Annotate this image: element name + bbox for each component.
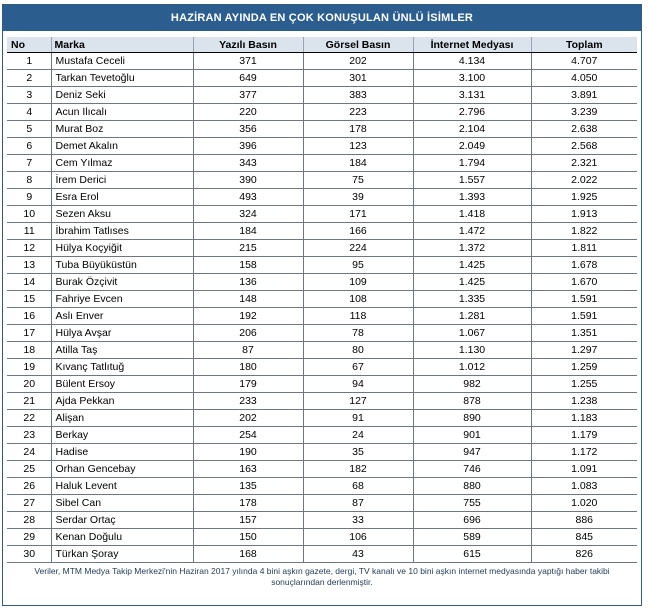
cell-gorsel-basin: 67	[303, 359, 413, 376]
cell-gorsel-basin: 80	[303, 342, 413, 359]
cell-toplam: 1.670	[531, 274, 637, 291]
cell-toplam: 1.083	[531, 478, 637, 495]
cell-toplam: 1.255	[531, 376, 637, 393]
cell-name: Alişan	[51, 410, 193, 427]
cell-internet-medyasi: 1.012	[413, 359, 531, 376]
table-row	[7, 427, 637, 444]
cell-gorsel-basin: 223	[303, 104, 413, 121]
cell-no: 26	[7, 478, 51, 495]
cell-no: 13	[7, 257, 51, 274]
header-gorsel-basin: Görsel Basın	[303, 37, 413, 53]
cell-no: 23	[7, 427, 51, 444]
cell-yazili-basin: 202	[193, 410, 303, 427]
header-yazili-basin: Yazılı Basın	[193, 37, 303, 53]
cell-gorsel-basin: 68	[303, 478, 413, 495]
table-row	[7, 529, 637, 546]
table-row	[7, 478, 637, 495]
table-row	[7, 172, 637, 189]
cell-internet-medyasi: 589	[413, 529, 531, 546]
table-row	[7, 461, 637, 478]
table-row	[7, 512, 637, 529]
cell-gorsel-basin: 182	[303, 461, 413, 478]
cell-name: Demet Akalın	[51, 138, 193, 155]
cell-toplam: 1.297	[531, 342, 637, 359]
table-frame	[2, 4, 642, 606]
table-row	[7, 257, 637, 274]
cell-name: Murat Boz	[51, 121, 193, 138]
cell-internet-medyasi: 3.100	[413, 70, 531, 87]
header-row	[7, 37, 637, 53]
cell-name: Cem Yılmaz	[51, 155, 193, 172]
cell-no: 30	[7, 546, 51, 563]
cell-gorsel-basin: 75	[303, 172, 413, 189]
cell-yazili-basin: 136	[193, 274, 303, 291]
cell-no: 18	[7, 342, 51, 359]
cell-internet-medyasi: 615	[413, 546, 531, 563]
table-row	[7, 274, 637, 291]
cell-yazili-basin: 215	[193, 240, 303, 257]
table-row	[7, 308, 637, 325]
cell-name: Sezen Aksu	[51, 206, 193, 223]
cell-no: 25	[7, 461, 51, 478]
table-row	[7, 223, 637, 240]
cell-no: 1	[7, 53, 51, 70]
cell-internet-medyasi: 1.130	[413, 342, 531, 359]
cell-no: 3	[7, 87, 51, 104]
cell-no: 10	[7, 206, 51, 223]
cell-name: Deniz Seki	[51, 87, 193, 104]
table-row	[7, 410, 637, 427]
cell-yazili-basin: 192	[193, 308, 303, 325]
cell-internet-medyasi: 2.796	[413, 104, 531, 121]
cell-name: Hadise	[51, 444, 193, 461]
header-internet-medyasi: İnternet Medyası	[413, 37, 531, 53]
cell-internet-medyasi: 1.372	[413, 240, 531, 257]
cell-gorsel-basin: 43	[303, 546, 413, 563]
cell-gorsel-basin: 109	[303, 274, 413, 291]
cell-name: Hülya Koçyiğit	[51, 240, 193, 257]
cell-yazili-basin: 190	[193, 444, 303, 461]
table-row	[7, 393, 637, 410]
cell-toplam: 1.591	[531, 291, 637, 308]
cell-internet-medyasi: 1.067	[413, 325, 531, 342]
cell-gorsel-basin: 95	[303, 257, 413, 274]
cell-internet-medyasi: 1.335	[413, 291, 531, 308]
cell-name: Türkan Şoray	[51, 546, 193, 563]
cell-yazili-basin: 649	[193, 70, 303, 87]
cell-toplam: 845	[531, 529, 637, 546]
cell-name: Bülent Ersoy	[51, 376, 193, 393]
table-row	[7, 206, 637, 223]
table-row	[7, 240, 637, 257]
header-marka: Marka	[51, 37, 193, 53]
cell-yazili-basin: 179	[193, 376, 303, 393]
cell-gorsel-basin: 178	[303, 121, 413, 138]
cell-yazili-basin: 233	[193, 393, 303, 410]
cell-no: 22	[7, 410, 51, 427]
cell-yazili-basin: 157	[193, 512, 303, 529]
cell-toplam: 1.238	[531, 393, 637, 410]
cell-toplam: 1.811	[531, 240, 637, 257]
cell-name: Sibel Can	[51, 495, 193, 512]
cell-gorsel-basin: 171	[303, 206, 413, 223]
table-row	[7, 291, 637, 308]
cell-gorsel-basin: 166	[303, 223, 413, 240]
cell-name: Burak Özçivit	[51, 274, 193, 291]
cell-internet-medyasi: 1.425	[413, 257, 531, 274]
cell-toplam: 1.172	[531, 444, 637, 461]
cell-gorsel-basin: 91	[303, 410, 413, 427]
table-row	[7, 155, 637, 172]
cell-yazili-basin: 184	[193, 223, 303, 240]
footnote: Veriler, MTM Medya Takip Merkezi'nin Haziran 2017 yılında 4 bini aşkın gazete, dergi, TV kanalı ve 10 bini aşkın internet medyasında yaptığı haber takibi sonuçlarından derlenmiştir.	[34, 566, 610, 587]
cell-name: İbrahim Tatlıses	[51, 223, 193, 240]
cell-no: 29	[7, 529, 51, 546]
cell-yazili-basin: 87	[193, 342, 303, 359]
table-row	[7, 444, 637, 461]
table-row	[7, 495, 637, 512]
cell-no: 14	[7, 274, 51, 291]
cell-gorsel-basin: 108	[303, 291, 413, 308]
cell-internet-medyasi: 4.134	[413, 53, 531, 70]
cell-yazili-basin: 158	[193, 257, 303, 274]
cell-gorsel-basin: 127	[303, 393, 413, 410]
table-row	[7, 325, 637, 342]
cell-yazili-basin: 148	[193, 291, 303, 308]
cell-no: 16	[7, 308, 51, 325]
cell-gorsel-basin: 78	[303, 325, 413, 342]
cell-no: 24	[7, 444, 51, 461]
cell-toplam: 886	[531, 512, 637, 529]
cell-yazili-basin: 163	[193, 461, 303, 478]
cell-toplam: 2.638	[531, 121, 637, 138]
cell-yazili-basin: 178	[193, 495, 303, 512]
cell-toplam: 1.925	[531, 189, 637, 206]
table-title: HAZİRAN AYINDA EN ÇOK KONUŞULAN ÜNLÜ İSİMLER	[3, 5, 641, 31]
cell-gorsel-basin: 202	[303, 53, 413, 70]
cell-yazili-basin: 390	[193, 172, 303, 189]
cell-no: 8	[7, 172, 51, 189]
cell-name: Acun Ilıcalı	[51, 104, 193, 121]
cell-internet-medyasi: 1.281	[413, 308, 531, 325]
table-row	[7, 70, 637, 87]
cell-gorsel-basin: 94	[303, 376, 413, 393]
cell-toplam: 1.183	[531, 410, 637, 427]
cell-gorsel-basin: 184	[303, 155, 413, 172]
table-row	[7, 342, 637, 359]
cell-name: Kenan Doğulu	[51, 529, 193, 546]
cell-name: Hülya Avşar	[51, 325, 193, 342]
cell-name: Berkay	[51, 427, 193, 444]
cell-no: 9	[7, 189, 51, 206]
cell-no: 5	[7, 121, 51, 138]
table-row	[7, 376, 637, 393]
cell-internet-medyasi: 1.794	[413, 155, 531, 172]
cell-yazili-basin: 324	[193, 206, 303, 223]
cell-name: Haluk Levent	[51, 478, 193, 495]
table-body	[7, 53, 637, 563]
cell-internet-medyasi: 878	[413, 393, 531, 410]
cell-gorsel-basin: 33	[303, 512, 413, 529]
cell-gorsel-basin: 39	[303, 189, 413, 206]
cell-yazili-basin: 343	[193, 155, 303, 172]
cell-toplam: 1.351	[531, 325, 637, 342]
cell-name: Tarkan Tevetoğlu	[51, 70, 193, 87]
table-row	[7, 121, 637, 138]
cell-name: Orhan Gencebay	[51, 461, 193, 478]
header-no: No	[7, 37, 51, 53]
cell-internet-medyasi: 746	[413, 461, 531, 478]
cell-toplam: 1.591	[531, 308, 637, 325]
cell-toplam: 4.707	[531, 53, 637, 70]
cell-name: Ajda Pekkan	[51, 393, 193, 410]
cell-no: 12	[7, 240, 51, 257]
cell-yazili-basin: 168	[193, 546, 303, 563]
cell-no: 6	[7, 138, 51, 155]
cell-internet-medyasi: 3.131	[413, 87, 531, 104]
cell-gorsel-basin: 118	[303, 308, 413, 325]
cell-no: 20	[7, 376, 51, 393]
table-row	[7, 104, 637, 121]
cell-name: Atilla Taş	[51, 342, 193, 359]
cell-yazili-basin: 180	[193, 359, 303, 376]
cell-no: 2	[7, 70, 51, 87]
cell-internet-medyasi: 2.104	[413, 121, 531, 138]
table-row	[7, 359, 637, 376]
cell-toplam: 1.020	[531, 495, 637, 512]
cell-internet-medyasi: 1.557	[413, 172, 531, 189]
cell-no: 11	[7, 223, 51, 240]
cell-no: 4	[7, 104, 51, 121]
cell-internet-medyasi: 696	[413, 512, 531, 529]
cell-toplam: 2.321	[531, 155, 637, 172]
cell-yazili-basin: 493	[193, 189, 303, 206]
cell-gorsel-basin: 87	[303, 495, 413, 512]
cell-name: Tuba Büyüküstün	[51, 257, 193, 274]
cell-toplam: 1.913	[531, 206, 637, 223]
cell-yazili-basin: 135	[193, 478, 303, 495]
cell-no: 7	[7, 155, 51, 172]
cell-yazili-basin: 206	[193, 325, 303, 342]
cell-toplam: 1.822	[531, 223, 637, 240]
cell-internet-medyasi: 890	[413, 410, 531, 427]
cell-internet-medyasi: 880	[413, 478, 531, 495]
cell-yazili-basin: 150	[193, 529, 303, 546]
cell-toplam: 2.568	[531, 138, 637, 155]
cell-name: İrem Derici	[51, 172, 193, 189]
cell-yazili-basin: 220	[193, 104, 303, 121]
header-toplam: Toplam	[531, 37, 637, 53]
cell-no: 27	[7, 495, 51, 512]
cell-toplam: 3.239	[531, 104, 637, 121]
cell-toplam: 2.022	[531, 172, 637, 189]
table-row	[7, 53, 637, 70]
cell-gorsel-basin: 24	[303, 427, 413, 444]
cell-gorsel-basin: 106	[303, 529, 413, 546]
cell-name: Aslı Enver	[51, 308, 193, 325]
cell-no: 17	[7, 325, 51, 342]
cell-internet-medyasi: 1.425	[413, 274, 531, 291]
cell-gorsel-basin: 224	[303, 240, 413, 257]
cell-yazili-basin: 377	[193, 87, 303, 104]
cell-toplam: 1.179	[531, 427, 637, 444]
cell-yazili-basin: 396	[193, 138, 303, 155]
cell-toplam: 3.891	[531, 87, 637, 104]
cell-gorsel-basin: 301	[303, 70, 413, 87]
cell-gorsel-basin: 383	[303, 87, 413, 104]
cell-toplam: 1.259	[531, 359, 637, 376]
cell-name: Esra Erol	[51, 189, 193, 206]
cell-internet-medyasi: 901	[413, 427, 531, 444]
cell-internet-medyasi: 1.393	[413, 189, 531, 206]
cell-toplam: 826	[531, 546, 637, 563]
table-row	[7, 546, 637, 563]
cell-internet-medyasi: 1.472	[413, 223, 531, 240]
table-row	[7, 138, 637, 155]
cell-toplam: 4.050	[531, 70, 637, 87]
cell-no: 15	[7, 291, 51, 308]
cell-yazili-basin: 371	[193, 53, 303, 70]
cell-internet-medyasi: 755	[413, 495, 531, 512]
cell-gorsel-basin: 123	[303, 138, 413, 155]
cell-no: 19	[7, 359, 51, 376]
cell-name: Fahriye Evcen	[51, 291, 193, 308]
cell-internet-medyasi: 2.049	[413, 138, 531, 155]
table-row	[7, 189, 637, 206]
cell-yazili-basin: 254	[193, 427, 303, 444]
cell-yazili-basin: 356	[193, 121, 303, 138]
cell-name: Kıvanç Tatlıtuğ	[51, 359, 193, 376]
cell-name: Mustafa Ceceli	[51, 53, 193, 70]
cell-internet-medyasi: 982	[413, 376, 531, 393]
cell-name: Serdar Ortaç	[51, 512, 193, 529]
cell-internet-medyasi: 1.418	[413, 206, 531, 223]
cell-gorsel-basin: 35	[303, 444, 413, 461]
cell-toplam: 1.091	[531, 461, 637, 478]
cell-no: 21	[7, 393, 51, 410]
cell-no: 28	[7, 512, 51, 529]
cell-toplam: 1.678	[531, 257, 637, 274]
table-row	[7, 87, 637, 104]
ranking-table	[7, 37, 637, 563]
cell-internet-medyasi: 947	[413, 444, 531, 461]
